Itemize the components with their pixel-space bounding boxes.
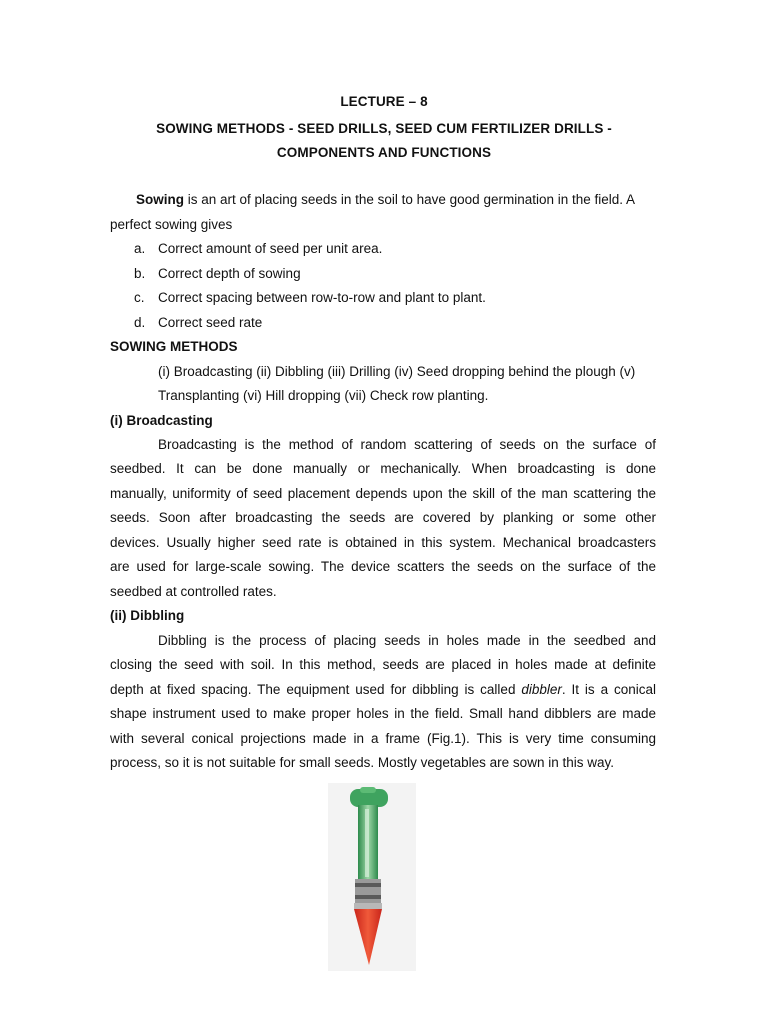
- list-item: [134, 241, 382, 256]
- list-item: [134, 315, 262, 330]
- list-item-label: d.: [134, 315, 146, 330]
- dibbling-line: Dibbling is the process of placing seeds in holes made in the seedbed and: [158, 633, 656, 648]
- page-title-line-1: SOWING METHODS - SEED DRILLS, SEED CUM FERTILIZER DRILLS -: [156, 121, 612, 136]
- list-item-text: Correct amount of seed per unit area.: [158, 241, 383, 256]
- dibbling-line: closing the seed with soil. In this method, seeds are placed in holes made at definite: [110, 657, 656, 672]
- list-item-label: b.: [134, 266, 146, 281]
- dibbling-line: process, so it is not suitable for small seeds. Mostly vegetables are sown in this way.: [110, 755, 614, 770]
- intro-line-1-text: is an art of placing seeds in the soil to have good germination in the field. A: [184, 192, 636, 207]
- dibbler-term: dibbler: [521, 682, 562, 697]
- broadcasting-line: manually, uniformity of seed placement depends upon the skill of the man scattering the: [110, 486, 656, 501]
- broadcasting-line: seeds. Soon after broadcasting the seeds are covered by planking or some other: [110, 510, 656, 525]
- broadcasting-line: are used for large-scale sowing. The device scatters the seeds on the surface of the: [110, 559, 656, 574]
- broadcasting-line: seedbed. It can be done manually or mechanically. When broadcasting is done: [110, 461, 656, 476]
- list-item-label: a.: [134, 241, 146, 256]
- list-item-text: Correct depth of sowing: [158, 266, 301, 281]
- intro-line-2: perfect sowing gives: [110, 217, 233, 232]
- section-heading-broadcasting: (i) Broadcasting: [110, 413, 213, 428]
- list-item-text: Correct seed rate: [158, 315, 263, 330]
- list-item-text: Correct spacing between row-to-row and plant to plant.: [158, 290, 486, 305]
- intro-line-1: [110, 192, 656, 207]
- list-item-label: c.: [134, 290, 145, 305]
- dibbling-line: shape instrument used to make proper holes in the field. Small hand dibblers are made: [110, 706, 656, 721]
- list-item: [134, 266, 301, 281]
- broadcasting-line: seedbed at controlled rates.: [110, 584, 277, 599]
- dibbling-line: with several conical projections made in a frame (Fig.1). This is very time consuming: [110, 731, 656, 746]
- dibbler-figure: [328, 783, 416, 971]
- broadcasting-line: devices. Usually higher seed rate is obtained in this system. Mechanical broadcasters: [110, 535, 656, 550]
- dibbler-image: [328, 783, 416, 971]
- methods-line-1: (i) Broadcasting (ii) Dibbling (iii) Drilling (iv) Seed dropping behind the plough (v): [158, 364, 636, 379]
- intro-bold-term: Sowing: [136, 192, 184, 207]
- section-heading-sowing-methods: SOWING METHODS: [110, 339, 238, 354]
- dibbling-line-3-start: depth at fixed spacing. The equipment used for dibbling is called: [110, 682, 522, 697]
- lecture-number: LECTURE – 8: [340, 94, 428, 109]
- broadcasting-line: Broadcasting is the method of random scattering of seeds on the surface of: [158, 437, 656, 452]
- dibbling-line: [110, 682, 656, 697]
- page-title-line-2: COMPONENTS AND FUNCTIONS: [276, 145, 492, 160]
- dibbling-line-3-end: . It is a conical: [561, 682, 656, 697]
- methods-line-2: Transplanting (vi) Hill dropping (vii) Check row planting.: [158, 388, 489, 403]
- section-heading-dibbling: (ii) Dibbling: [110, 608, 185, 623]
- list-item: [134, 290, 486, 305]
